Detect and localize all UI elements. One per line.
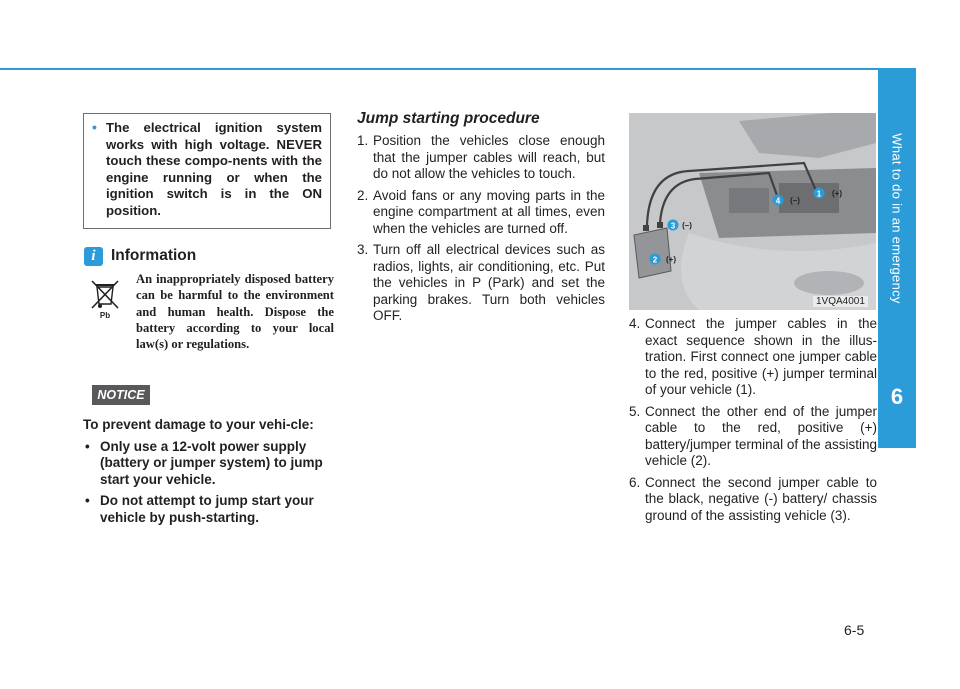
callout-2-terminal: (+): [666, 255, 676, 264]
chapter-tab-title-wrap: [878, 68, 916, 368]
step-number: 1.: [357, 133, 369, 148]
step-text: Position the vehicles close enough that the jumper cables will reach, but do not allow the vehicles to touch.: [373, 133, 605, 181]
callout-4-terminal: (–): [790, 196, 800, 205]
notice-item: • Do not attempt to jump start your vehicle by push-starting.: [83, 493, 335, 526]
information-title: Information: [111, 247, 197, 264]
step-number: 3.: [357, 242, 369, 257]
procedure-step: [629, 404, 877, 470]
crossed-out-wheelie-bin-icon: [88, 278, 122, 320]
information-icon: i: [84, 247, 103, 266]
step-number: 2.: [357, 187, 369, 203]
notice-body: [83, 417, 335, 531]
procedure-step: [629, 475, 877, 525]
jump-start-illustration: [629, 113, 876, 310]
step-text: Avoid fans or any moving parts in the engine compartment at all times, even when the vehicles are turned off.: [373, 187, 605, 236]
page-number: 6-5: [844, 622, 865, 638]
callout-1-terminal: (+): [832, 189, 842, 198]
step-text: Turn off all electrical devices such as radios, lights, air conditioning, etc. Put the vehicles in P (Park) and set the parking brakes. Turn both vehicles OFF.: [373, 242, 605, 323]
section-title: Jump starting procedure: [357, 110, 540, 127]
pb-label: Pb: [99, 311, 111, 320]
header-rule: [0, 68, 878, 70]
chapter-tab-title: What to do in an emergency: [889, 132, 905, 304]
callout-3: 3: [670, 221, 676, 231]
notice-item: • Only use a 12-volt power supply (battery or jumper system) to jump start your vehicle.: [83, 439, 335, 489]
chapter-number: 6: [890, 384, 904, 409]
step-text: Connect the second jumper cable to the black, negative (-) battery/ chassis ground of the assisting vehicle (3).: [645, 474, 877, 523]
warning-bullet: •: [92, 119, 97, 135]
procedure-step: [357, 242, 605, 325]
warning-text: The electrical ignition system works with high voltage. NEVER touch these compo-nents with the engine running or when the ignition switch is in the ON position.: [106, 120, 322, 218]
warning-box: [83, 113, 331, 229]
callout-1: 1: [816, 189, 822, 199]
notice-badge: NOTICE: [92, 385, 150, 405]
callout-2: 2: [652, 255, 658, 265]
step-number: 6.: [629, 474, 641, 490]
information-text: An inappropriately disposed battery can be harmful to the environment and human health. Dispose the battery according to your local law(s) or regulations.: [136, 272, 334, 352]
step-text: Connect the jumper cables in the exact sequence shown in the illus-tration. First connect one jumper cable to the red, positive (+) jumper terminal of your vehicle (1).: [645, 316, 877, 397]
callout-4: 4: [775, 196, 781, 206]
figure-code: 1VQA4001: [813, 296, 868, 307]
procedure-step: [357, 188, 605, 238]
procedure-steps-column-2: [629, 316, 877, 529]
callout-3-terminal: (–): [682, 221, 692, 230]
procedure-step: [629, 316, 877, 399]
procedure-step: [357, 133, 605, 183]
step-text: Connect the other end of the jumper cable to the red, positive (+) battery/jumper terminal of the assisting vehicle (2).: [645, 403, 877, 468]
step-number: 4.: [629, 316, 641, 331]
notice-intro: To prevent damage to your vehi-cle:: [83, 417, 314, 432]
procedure-steps-column-1: [357, 133, 605, 330]
step-number: 5.: [629, 403, 641, 419]
